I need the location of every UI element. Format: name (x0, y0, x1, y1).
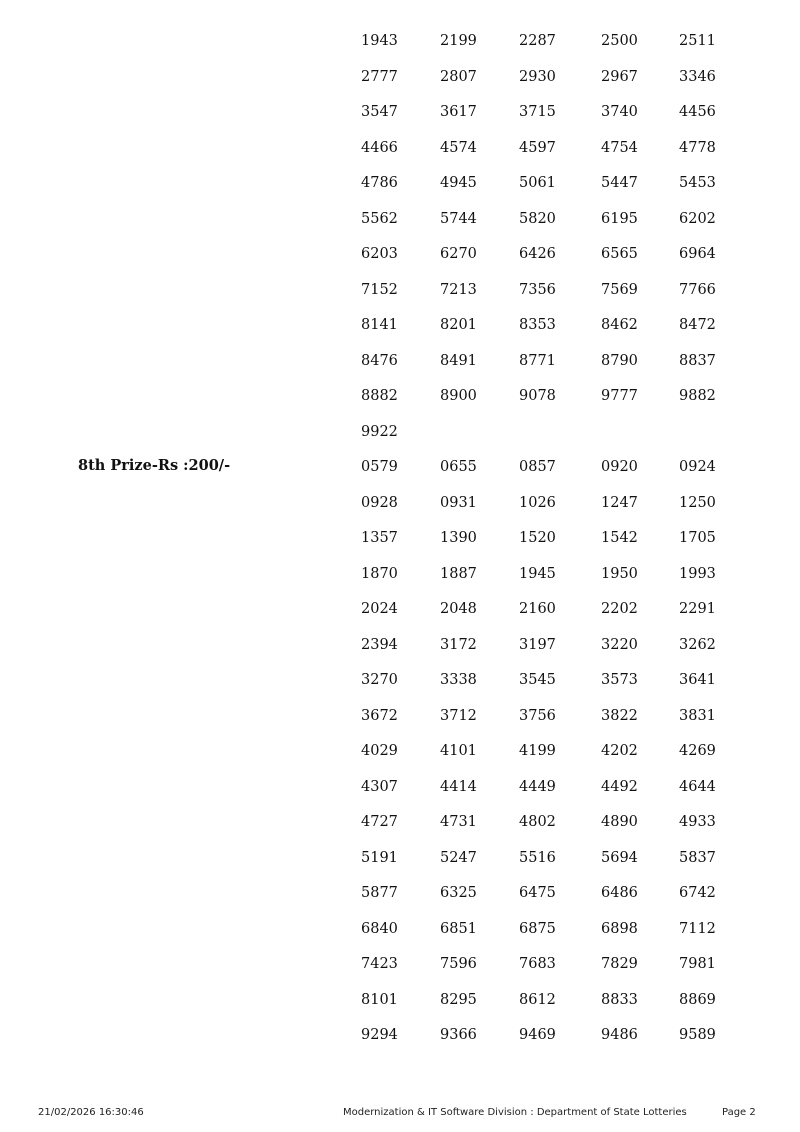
winning-number: 3822 (601, 707, 638, 724)
winning-number: 4731 (440, 814, 477, 830)
winning-number: 4307 (361, 778, 398, 795)
winning-number: 6475 (519, 885, 556, 901)
winning-number: 3346 (679, 68, 716, 85)
winning-number: 6875 (519, 920, 556, 937)
winning-number: 9469 (519, 1027, 556, 1043)
winning-number: 3573 (601, 672, 638, 688)
winning-number: 8141 (361, 317, 398, 333)
winning-number: 3831 (679, 707, 716, 724)
winning-number: 2287 (519, 33, 556, 49)
winning-number: 4644 (679, 778, 716, 795)
winning-number: 3740 (601, 104, 638, 120)
winning-number: 2930 (519, 68, 556, 85)
winning-number: 3220 (601, 636, 638, 653)
winning-number: 4945 (440, 175, 477, 191)
winning-number: 0924 (679, 459, 716, 475)
winning-number: 1950 (601, 565, 638, 582)
winning-number: 6203 (361, 246, 398, 262)
winning-number: 8882 (361, 388, 398, 404)
winning-number: 9294 (361, 1027, 398, 1043)
winning-number: 5837 (679, 849, 716, 866)
winning-number: 5061 (519, 175, 556, 191)
winning-number: 8462 (601, 317, 638, 333)
winning-number: 0655 (440, 459, 477, 475)
winning-number: 1943 (361, 33, 398, 49)
winning-number: 8869 (679, 991, 716, 1008)
winning-number: 4269 (679, 743, 716, 759)
winning-number: 8491 (440, 352, 477, 369)
winning-number: 1250 (679, 494, 716, 511)
winning-number: 5453 (679, 175, 716, 191)
winning-number: 5744 (440, 210, 477, 227)
winning-number: 4029 (361, 743, 398, 759)
footer-page-number: Page 2 (722, 1107, 756, 1118)
winning-number: 7423 (361, 956, 398, 972)
winning-number: 8790 (601, 352, 638, 369)
winning-number: 8353 (519, 317, 556, 333)
winning-number: 2394 (361, 636, 398, 653)
winning-number: 7683 (519, 956, 556, 972)
winning-number: 5247 (440, 849, 477, 866)
winning-number: 2199 (440, 33, 477, 49)
winning-number: 2511 (679, 33, 716, 49)
winning-number: 4492 (601, 778, 638, 795)
winning-number: 2807 (440, 68, 477, 85)
winning-number: 4574 (440, 139, 477, 156)
winning-number: 1870 (361, 565, 398, 582)
winning-number: 0928 (361, 494, 398, 511)
winning-number: 3338 (440, 672, 477, 688)
winning-number: 5820 (519, 210, 556, 227)
winning-number: 8472 (679, 317, 716, 333)
winning-number: 6270 (440, 246, 477, 262)
winning-number: 9078 (519, 388, 556, 404)
winning-number: 0931 (440, 494, 477, 511)
winning-number: 6195 (601, 210, 638, 227)
winning-number: 6202 (679, 210, 716, 227)
winning-number: 8900 (440, 388, 477, 404)
winning-number: 2500 (601, 33, 638, 49)
winning-number: 8833 (601, 991, 638, 1008)
winning-number: 8201 (440, 317, 477, 333)
prize-label-8th: 8th Prize-Rs :200/- (78, 457, 231, 474)
winning-number: 6840 (361, 920, 398, 937)
winning-number: 6742 (679, 885, 716, 901)
winning-number: 6486 (601, 885, 638, 901)
winning-number: 9777 (601, 388, 638, 404)
winning-number: 2048 (440, 601, 477, 617)
winning-number: 5694 (601, 849, 638, 866)
winning-number: 5447 (601, 175, 638, 191)
winning-number: 8837 (679, 352, 716, 369)
winning-number: 7356 (519, 281, 556, 298)
winning-number: 4466 (361, 139, 398, 156)
winning-number: 4456 (679, 104, 716, 120)
winning-number: 7112 (679, 920, 716, 937)
winning-number: 7766 (679, 281, 716, 298)
winning-number: 7213 (440, 281, 477, 298)
winning-number: 3672 (361, 707, 398, 724)
winning-number: 3197 (519, 636, 556, 653)
winning-number: 7596 (440, 956, 477, 972)
winning-number: 3547 (361, 104, 398, 120)
winning-number: 4727 (361, 814, 398, 830)
winning-number: 1887 (440, 565, 477, 582)
winning-number: 4449 (519, 778, 556, 795)
winning-number: 8476 (361, 352, 398, 369)
footer-organization: Modernization & IT Software Division : Department of State Lotteries (343, 1107, 687, 1118)
winning-number: 1705 (679, 530, 716, 546)
winning-number: 3545 (519, 672, 556, 688)
winning-number: 5191 (361, 849, 398, 866)
winning-number: 1026 (519, 494, 556, 511)
winning-number: 7152 (361, 281, 398, 298)
winning-number: 5877 (361, 885, 398, 901)
footer-timestamp: 21/02/2026 16:30:46 (38, 1107, 144, 1118)
winning-number: 6426 (519, 246, 556, 262)
winning-number: 4202 (601, 743, 638, 759)
winning-number: 4199 (519, 743, 556, 759)
winning-number: 9486 (601, 1027, 638, 1043)
winning-number: 3712 (440, 707, 477, 724)
winning-number: 7569 (601, 281, 638, 298)
winning-number: 6964 (679, 246, 716, 262)
winning-number: 1357 (361, 530, 398, 546)
winning-number: 4597 (519, 139, 556, 156)
winning-number: 8101 (361, 991, 398, 1008)
winning-number: 4414 (440, 778, 477, 795)
winning-number: 9366 (440, 1027, 477, 1043)
winning-number: 9589 (679, 1027, 716, 1043)
winning-number: 6565 (601, 246, 638, 262)
winning-number: 2024 (361, 601, 398, 617)
winning-number: 3756 (519, 707, 556, 724)
winning-number: 4890 (601, 814, 638, 830)
winning-number: 3172 (440, 636, 477, 653)
winning-number: 4754 (601, 139, 638, 156)
winning-number: 4778 (679, 139, 716, 156)
winning-number: 0857 (519, 459, 556, 475)
winning-number: 2967 (601, 68, 638, 85)
winning-number: 8771 (519, 352, 556, 369)
winning-number: 1390 (440, 530, 477, 546)
winning-number: 6325 (440, 885, 477, 901)
winning-number: 3270 (361, 672, 398, 688)
winning-number: 8295 (440, 991, 477, 1008)
winning-number: 1945 (519, 565, 556, 582)
winning-number: 2777 (361, 68, 398, 85)
winning-number: 1520 (519, 530, 556, 546)
winning-number: 3641 (679, 672, 716, 688)
winning-number: 4786 (361, 175, 398, 191)
winning-number: 4101 (440, 743, 477, 759)
winning-number: 2202 (601, 601, 638, 617)
winning-number: 0920 (601, 459, 638, 475)
winning-number: 6851 (440, 920, 477, 937)
winning-number: 4933 (679, 814, 716, 830)
winning-number: 5562 (361, 210, 398, 227)
winning-number: 4802 (519, 814, 556, 830)
winning-number: 5516 (519, 849, 556, 866)
winning-number: 6898 (601, 920, 638, 937)
winning-number: 1542 (601, 530, 638, 546)
winning-number: 0579 (361, 459, 398, 475)
winning-number: 3617 (440, 104, 477, 120)
winning-number: 9922 (361, 423, 398, 440)
winning-number: 2160 (519, 601, 556, 617)
winning-number: 1993 (679, 565, 716, 582)
winning-number: 7981 (679, 956, 716, 972)
winning-number: 9882 (679, 388, 716, 404)
winning-number: 3262 (679, 636, 716, 653)
winning-number: 8612 (519, 991, 556, 1008)
winning-number: 2291 (679, 601, 716, 617)
winning-number: 3715 (519, 104, 556, 120)
winning-number: 1247 (601, 494, 638, 511)
winning-number: 7829 (601, 956, 638, 972)
